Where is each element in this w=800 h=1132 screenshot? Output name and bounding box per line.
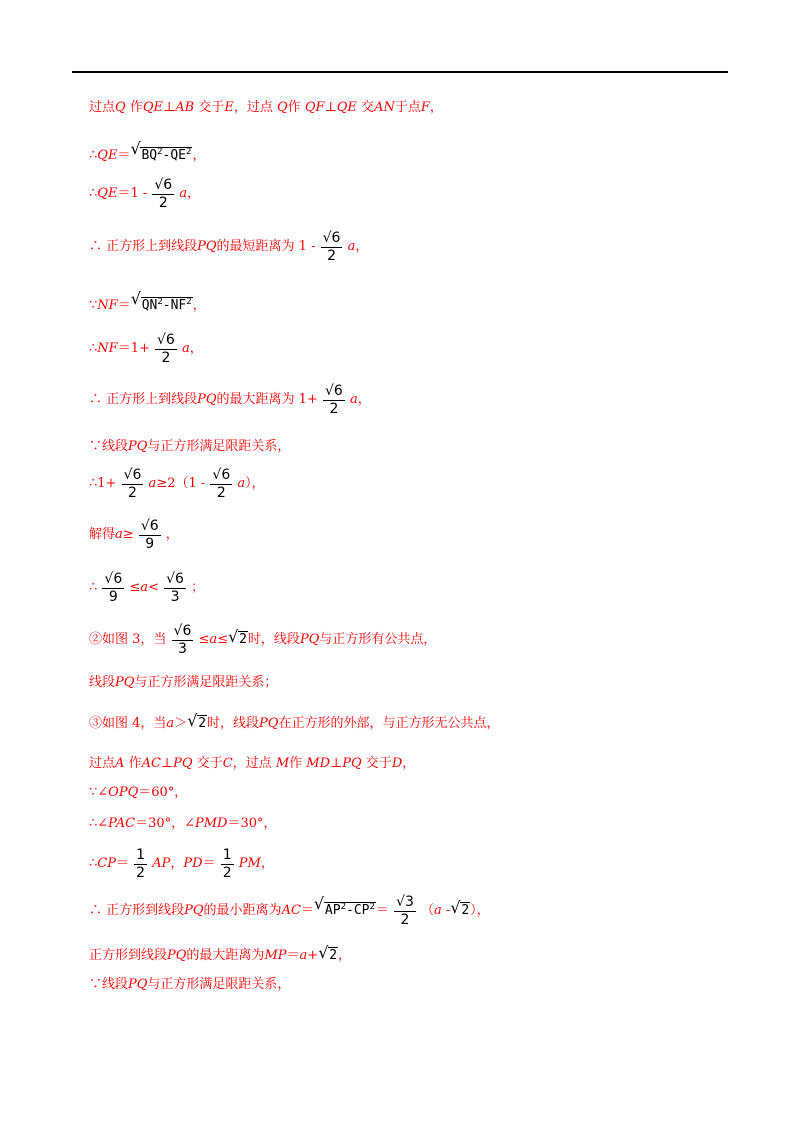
fraction: $\frac{√6}{2}$ — [322, 230, 341, 264]
text-line-13: 线段PQ与正方形满足限距关系； — [89, 675, 278, 690]
text-line-7: ∴ 正方形上到线段PQ的最大距离为 1+ $\frac{√6}{2}$ a， — [89, 383, 371, 417]
fraction: $\frac{√6}{9}$ — [104, 571, 123, 605]
sqrt-expression: √ $QN^2-NF^2$ — [130, 289, 192, 313]
sqrt-expression: √ $AP^2-CP^2$ — [313, 894, 375, 918]
text-line-8: ∵线段PQ与正方形满足限距关系， — [89, 439, 291, 454]
text-line-17: ∴∠PAC＝30°，∠PMD＝30°， — [89, 816, 277, 831]
text-line-16: ∵∠OPQ＝60°， — [89, 785, 188, 800]
sqrt-expression: √ $BQ^2-QE^2$ — [130, 139, 192, 163]
text-line-6: ∴NF＝1+ $\frac{√6}{2}$ a， — [89, 332, 203, 366]
text-line-5: ∵NF＝ √ $QN^2-NF^2$， — [89, 289, 206, 313]
text-line-20: 正方形到线段PQ的最大距离为MP＝a+ √ 2， — [89, 943, 352, 963]
text-line-4: ∴ 正方形上到线段PQ的最短距离为 1 - $\frac{√6}{2}$ a， — [89, 230, 369, 264]
fraction: $\frac{√6}{3}$ — [173, 623, 192, 657]
sqrt-expression: √ 2 — [228, 627, 247, 647]
fraction: $\frac{1}{2}$ — [136, 847, 146, 881]
sqrt-expression: √ 2 — [450, 898, 470, 918]
fraction: $\frac{√6}{9}$ — [140, 518, 159, 552]
sqrt-expression: √ 2 — [187, 711, 207, 731]
text-line-18: ∴CP＝ $\frac{1}{2}$ AP，PD＝ $\frac{1}{2}$ PM， — [89, 847, 274, 881]
fraction: $\frac{√6}{3}$ — [166, 571, 184, 605]
text-line-10: 解得a≥ $\frac{√6}{9}$ ， — [89, 518, 179, 552]
fraction: $\frac{√6}{2}$ — [324, 383, 343, 417]
text-line-12: ②如图 3，当 $\frac{√6}{3}$ ≤a≤ √ 2时，线段PQ与正方形有公共点， — [89, 623, 437, 657]
text-line-1: 过点Q 作QE⊥AB 交于E，过点 Q作 QF⊥QE 交AN于点F， — [89, 100, 443, 115]
fraction: $\frac{√6}{2}$ — [123, 467, 142, 501]
fraction: $\frac{√3}{2}$ — [396, 894, 414, 928]
text-line-2: ∴QE＝ √ $BQ^2-QE^2$， — [89, 139, 206, 163]
text-line-19: ∴ 正方形到线段PQ的最小距离为AC＝ √ $AP^2-CP^2=$ $\frac{√3}{2}$ （a - √ 2）， — [89, 894, 490, 928]
text-line-3: ∴QE＝1 - $\frac{√6}{2}$ a， — [89, 177, 201, 211]
text-line-21: ∵线段PQ与正方形满足限距关系， — [89, 977, 291, 992]
header-rule — [72, 71, 728, 73]
sqrt-expression: √ 2 — [318, 943, 338, 963]
text-line-14: ③如图 4，当a＞ √ 2时，线段PQ在正方形的外部，与正方形无公共点， — [89, 711, 500, 731]
fraction: $\frac{√6}{2}$ — [157, 332, 175, 366]
fraction: $\frac{√6}{2}$ — [154, 177, 173, 211]
fraction: $\frac{1}{2}$ — [222, 847, 232, 881]
text-line-11: ∴ $\frac{√6}{9}$ ≤a< $\frac{√6}{3}$ ； — [89, 571, 205, 605]
text-line-15: 过点A 作AC⊥PQ 交于C，过点 M作 MD⊥PQ 交于D， — [89, 756, 416, 771]
text-line-9: ∴1+ $\frac{√6}{2}$ a≥2（1 - $\frac{√6}{2}$ a）， — [89, 467, 265, 501]
fraction: $\frac{√6}{2}$ — [212, 467, 231, 501]
